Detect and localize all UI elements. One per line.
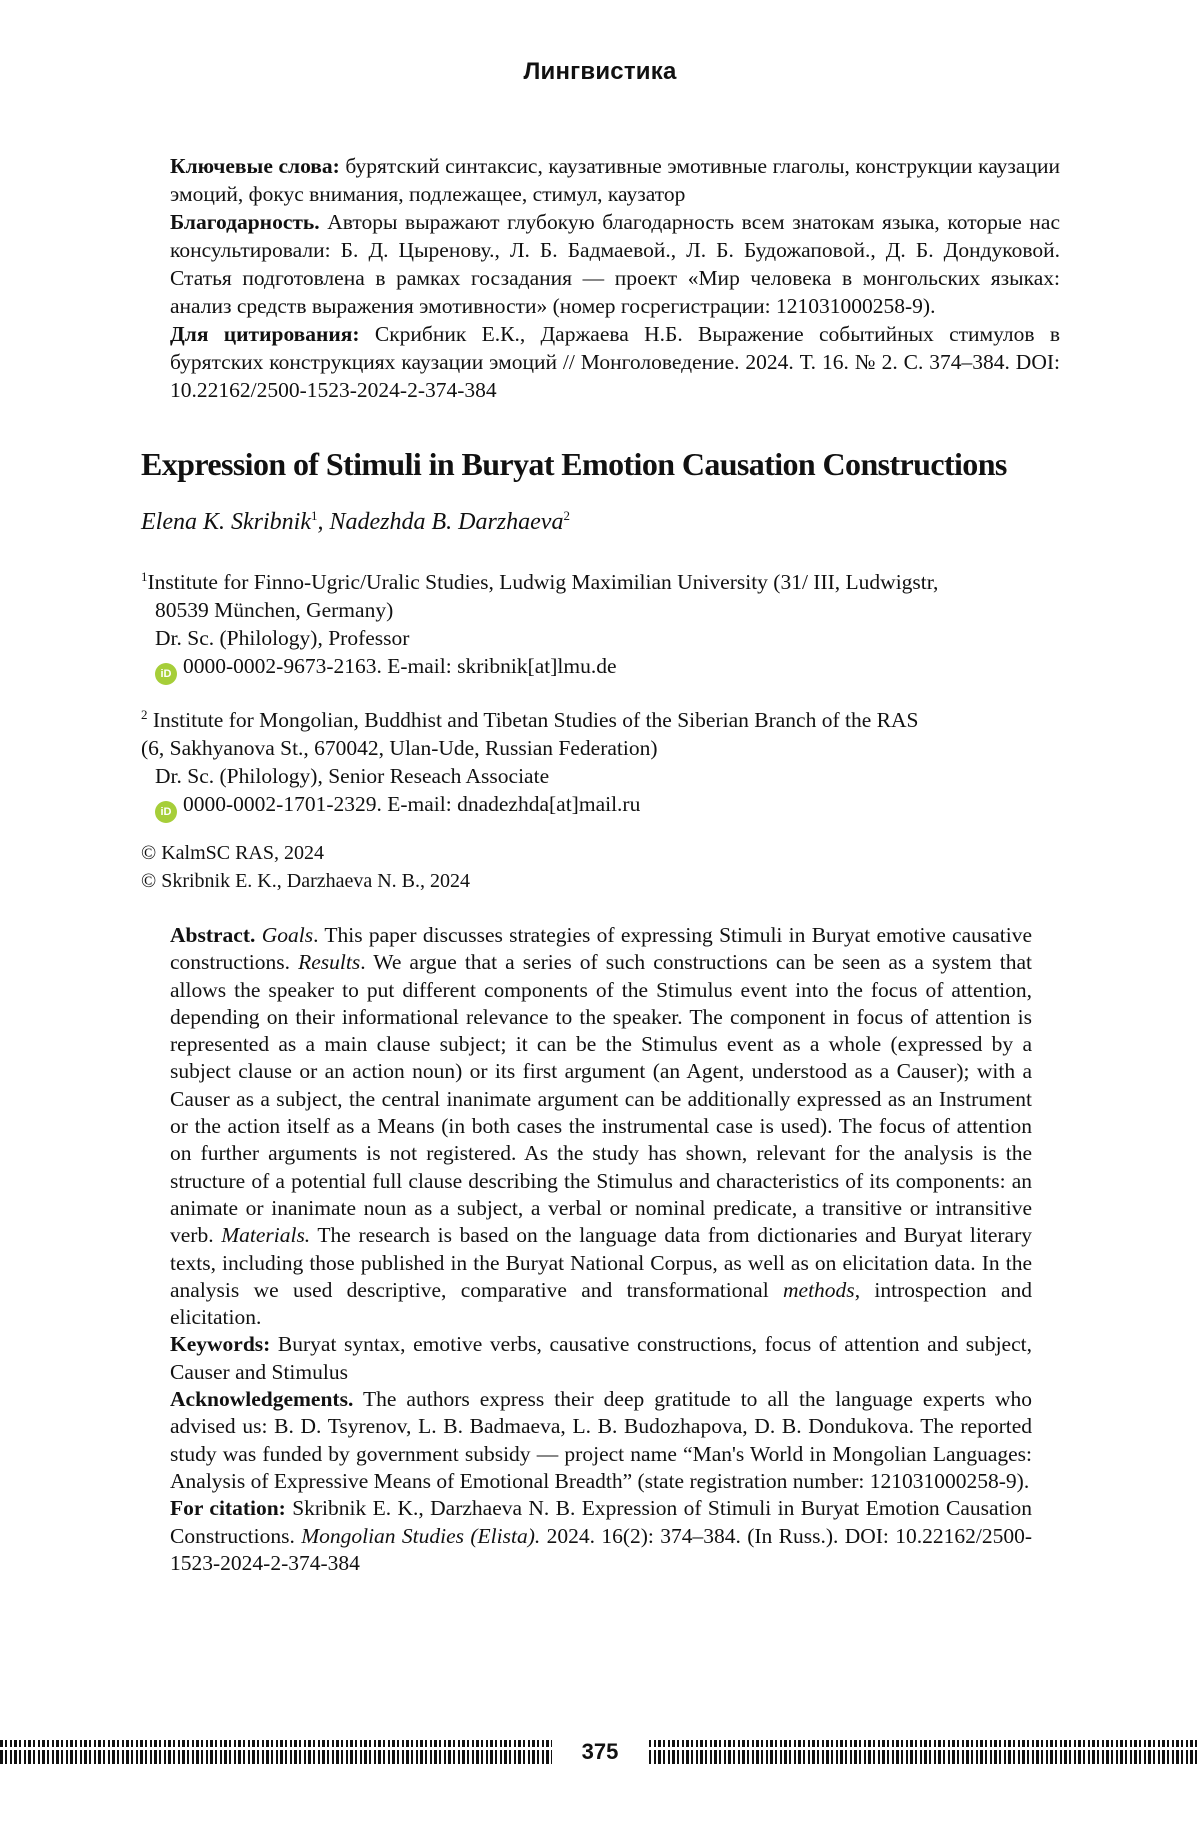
en-ack-label: Acknowledgements. (170, 1387, 353, 1411)
page-number: 375 (552, 1738, 648, 1766)
affiliation-2-degree: Dr. Sc. (Philology), Senior Reseach Associate (141, 762, 1081, 790)
abstract-label: Abstract. (170, 923, 255, 947)
ru-ack-text: Авторы выражают глубокую благодарность всем знатокам языка, которые нас консультировали: Б. Д. Цыренову., Л. Б. Бадмаевой., Л. Б. Будожаповой., Д. Б. Дондуковой. Статья подготовлена в рамках госзадания — проект «Мир человека в монгольских языках: анализ средств выражения эмотивности» (номер госрегистрации: 121031000258-9). (170, 210, 1060, 318)
en-keywords-text: Buryat syntax, emotive verbs, causative constructions, focus of attention and subject, Causer and Stimulus (170, 1332, 1032, 1383)
affiliation-1-orcid[interactable]: 0000-0002-9673-2163. E-mail: skribnik[at]lmu.de (183, 654, 617, 678)
en-cite-tail: 2024. 16(2): 374–384. (In Russ.). DOI: 10.22162/2500-1523-2024-2-374-384 (170, 1524, 1032, 1575)
affiliation-2-orcid[interactable]: 0000-0002-1701-2329. E-mail: dnadezhda[at]mail.ru (183, 792, 640, 816)
results-label: Results (298, 950, 360, 974)
affiliation-1 (141, 563, 1081, 685)
russian-metadata (170, 152, 1060, 404)
affiliation-1-orcid-line (141, 652, 1081, 685)
english-abstract (170, 922, 1032, 1577)
methods-label: methods (783, 1278, 855, 1302)
ru-acknowledgements (170, 208, 1060, 320)
author-2-sup: 2 (563, 508, 570, 523)
affiliation-1-line1: Institute for Finno-Ugric/Uralic Studies, Ludwig Maximilian University (31/ III, Ludwigstr, (148, 570, 939, 594)
article-title: Expression of Stimuli in Buryat Emotion Causation Constructions (141, 446, 1101, 483)
section-header: Лингвистика (0, 58, 1200, 86)
en-keywords (170, 1331, 1032, 1386)
affiliation-1-degree: Dr. Sc. (Philology), Professor (141, 624, 1081, 652)
author-1-sup: 1 (311, 508, 318, 523)
affiliation-2-institution (141, 701, 1081, 734)
author-2: Nadezhda B. Darzhaeva (329, 509, 563, 535)
copyright-line-1: © KalmSC RAS, 2024 (141, 839, 1041, 867)
en-citation (170, 1495, 1032, 1577)
orcid-icon: iD (155, 663, 177, 685)
en-cite-label: For citation: (170, 1496, 286, 1520)
affiliation-2-line1: Institute for Mongolian, Buddhist and Tibetan Studies of the Siberian Branch of the RAS (148, 708, 919, 732)
en-ack-text: The authors express their deep gratitude to all the language experts who advised us: B. D. Tsyrenov, L. B. Badmaeva, L. B. Budozhapova, D. B. Dondukova. The reported study was funded by government subsidy — project name “Man's World in Mongolian Languages: Analysis of Expressive Means of Emotional Breadth” (state registration number: 121031000258-9). (170, 1387, 1032, 1493)
affiliation-1-sup: 1 (141, 569, 148, 584)
materials-label: Materials. (221, 1223, 310, 1247)
goals-text: . This paper discusses strategies of expressing Stimuli in Buryat emotive causative constructions. (170, 923, 1032, 974)
affiliation-2-address: (6, Sakhyanova St., 670042, Ulan-Ude, Russian Federation) (141, 734, 1081, 762)
ru-cite-label: Для цитирования: (170, 322, 360, 346)
en-cite-journal: Mongolian Studies (Elista). (301, 1524, 540, 1548)
en-cite-text: Skribnik E. K., Darzhaeva N. B. Expression of Stimuli in Buryat Emotion Causation Constructions. (170, 1496, 1032, 1547)
affiliation-1-address: 80539 München, Germany) (141, 596, 1081, 624)
materials-text: The research is based on the language data from dictionaries and Buryat literary texts, including those published in the Buryat National Corpus, as well as on elicitation data. In the analysis we used descriptive, comparative and transformational (170, 1223, 1032, 1302)
ru-keywords-text: бурятский синтаксис, каузативные эмотивные глаголы, конструкции каузации эмоций, фокус внимания, подлежащее, стимул, каузатор (170, 154, 1060, 206)
author-1: Elena K. Skribnik (141, 509, 311, 535)
author-separator: , (317, 509, 329, 535)
journal-page (0, 0, 1200, 1835)
orcid-icon: iD (155, 801, 177, 823)
en-acknowledgements (170, 1386, 1032, 1495)
en-keywords-label: Keywords: (170, 1332, 270, 1356)
affiliation-2-orcid-line (141, 790, 1081, 823)
ru-ack-label: Благодарность. (170, 210, 320, 234)
goals-label: Goals (262, 923, 313, 947)
methods-text: , introspection and elicitation. (170, 1278, 1032, 1329)
abstract-paragraph (170, 922, 1032, 1331)
affiliation-2-sup: 2 (141, 707, 148, 722)
affiliation-1-institution (141, 563, 1081, 596)
ru-cite-text: Скрибник Е.К., Даржаева Н.Б. Выражение событийных стимулов в бурятских конструкциях каузации эмоций // Монголоведение. 2024. Т. 16. № 2. С. 374–384. DOI: 10.22162/2500-1523-2024-2-374-384 (170, 322, 1060, 402)
ru-keywords-label: Ключевые слова: (170, 154, 340, 178)
copyright-line-2: © Skribnik E. K., Darzhaeva N. B., 2024 (141, 867, 1041, 895)
results-text: . We argue that a series of such constructions can be seen as a system that allows the speaker to put different components of the Stimulus event into the focus of attention, depending on their informational relevance to the speaker. The component in focus of attention is represented as a main clause subject; it can be the Stimulus event as a whole (expressed by a subject clause or an action noun) or its first argument (an Agent, understood as a Causer); with a Causer as a subject, the central inanimate argument can be additionally expressed as an Instrument or the action itself as a Means (in both cases the instrumental case is used). The focus of attention on further arguments is not registered. As the study has shown, relevant for the analysis is the structure of a potential full clause describing the Stimulus and characteristics of its components: an animate or inanimate noun as a subject, a verbal or nominal predicate, a transitive or intransitive verb. (170, 950, 1032, 1247)
copyright-block (141, 839, 1041, 895)
ru-keywords (170, 152, 1060, 208)
affiliation-2 (141, 701, 1081, 823)
authors-line (141, 508, 1041, 536)
ru-citation (170, 320, 1060, 404)
